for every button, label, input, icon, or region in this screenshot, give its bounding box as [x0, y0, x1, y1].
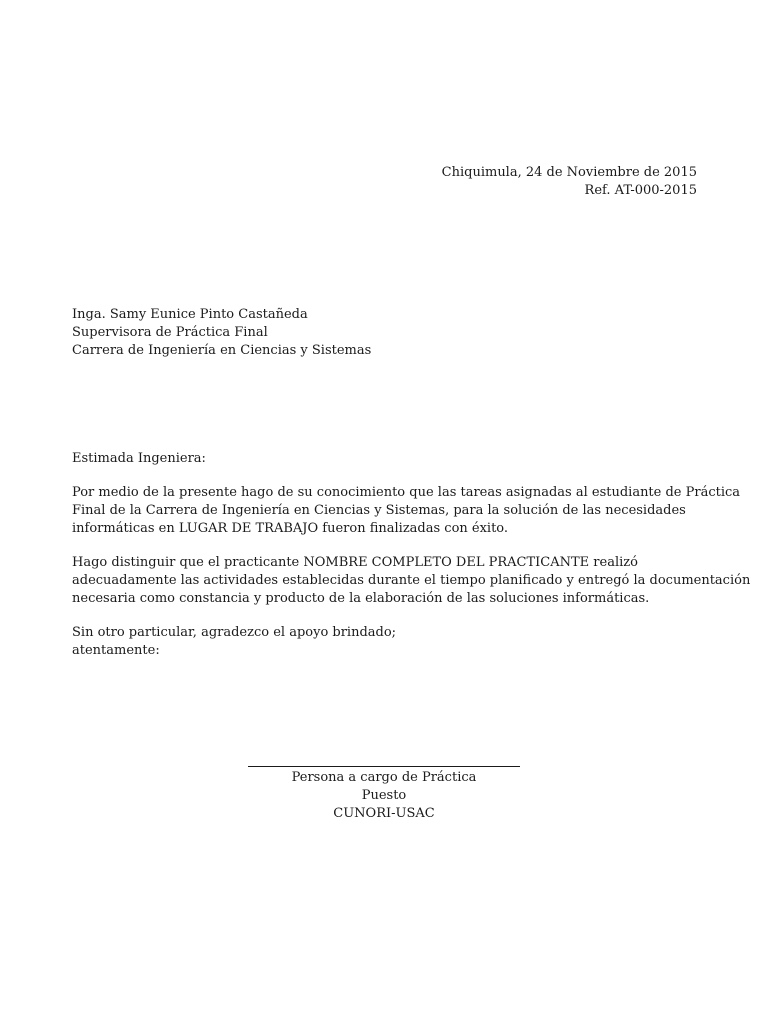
recipient-department: Carrera de Ingeniería en Ciencias y Sistemas: [72, 343, 372, 358]
letter-body: [72, 450, 751, 676]
paragraph-1-line: Final de la Carrera de Ingeniería en Ciencias y Sistemas, para la solución de las necesidades: [72, 503, 686, 518]
signer-name: Persona a cargo de Práctica: [291, 770, 477, 785]
closing-line: Sin otro particular, agradezco el apoyo brindado;: [72, 625, 397, 640]
paragraph-1: [72, 484, 741, 538]
recipient-position: Supervisora de Práctica Final: [72, 325, 268, 340]
letter-header: [442, 164, 697, 200]
signer-title: Puesto: [361, 788, 407, 803]
place-date: Chiquimula, 24 de Noviembre de 2015: [441, 165, 697, 180]
paragraph-2-line: necesaria como constancia y producto de la elaboración de las soluciones informáticas.: [72, 591, 650, 606]
paragraph-1-line: informáticas en LUGAR DE TRABAJO fueron finalizadas con éxito.: [72, 521, 509, 536]
signature-line: [248, 766, 520, 767]
paragraph-1-line: Por medio de la presente hago de su conocimiento que las tareas asignadas al estudiante de Práctica: [72, 485, 741, 500]
salutation: [72, 450, 696, 468]
paragraph-2: [72, 554, 751, 608]
recipient-name: Inga. Samy Eunice Pinto Castañeda: [72, 307, 308, 322]
signature-block: [248, 766, 520, 823]
paragraph-2-line: Hago distinguir que el practicante NOMBRE COMPLETO DEL PRACTICANTE realizó: [72, 555, 638, 570]
closing: [72, 624, 696, 660]
reference-number: Ref. AT-000-2015: [584, 183, 697, 198]
salutation-text: Estimada Ingeniera:: [72, 451, 206, 466]
signer-institution: CUNORI-USAC: [333, 806, 435, 821]
recipient-block: [72, 306, 371, 360]
closing-line: atentamente:: [72, 643, 160, 658]
paragraph-2-line: adecuadamente las actividades establecidas durante el tiempo planificado y entregó la documentación: [72, 573, 751, 588]
